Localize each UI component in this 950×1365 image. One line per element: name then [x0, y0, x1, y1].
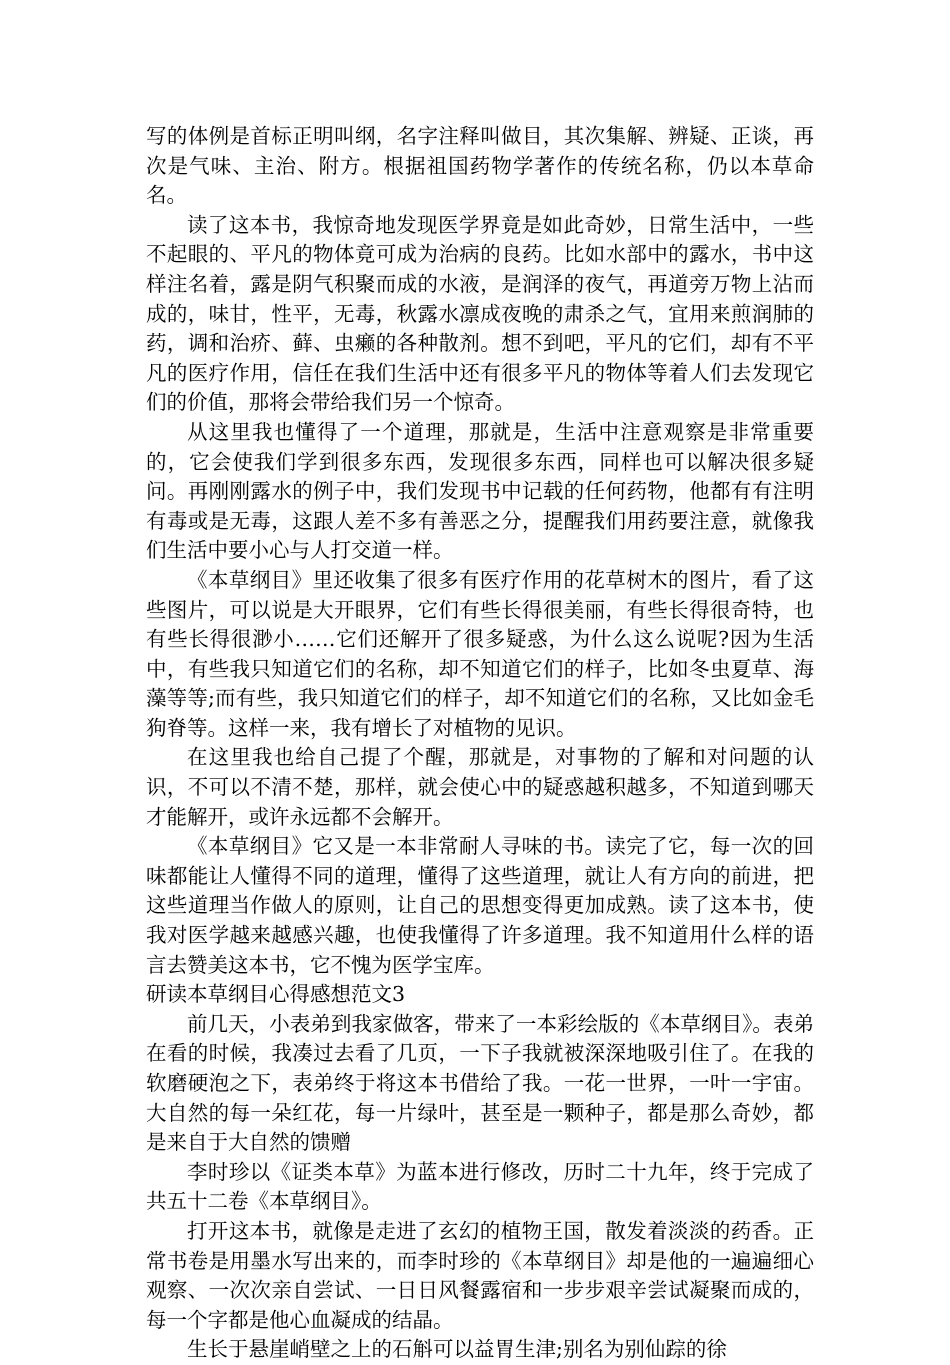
paragraph-10: 生长于悬崖峭壁之上的石斛可以益胃生津;别名为别仙踪的徐 — [187, 1337, 727, 1362]
paragraph-6: 《本草纲目》它又是一本非常耐人寻味的书。读完了它，每一次的回味都能让人懂得不同的道理，懂得了这些道理，就让人有方向的前进，把这些道理当作做人的原则，让自己的思想变得更加成熟。读了这本书，使我对医学越来越感兴趣，也使我懂得了许多道理。我不知道用什么样的语言去赞美这本书，它不愧为医学宝库。 — [146, 834, 814, 977]
document-page — [146, 122, 814, 1365]
paragraph-4: 《本草纲目》里还收集了很多有医疗作用的花草树木的图片，看了这些图片，可以说是大开眼界，它们有些长得很美丽，有些长得很奇特，也有些长得很渺小……它们还解开了很多疑惑，为什么这么说呢?因为生活中，有些我只知道它们的名称，却不知道它们的样子，比如冬虫夏草、海藻等等;而有些，我只知道它们的样子，却不知道它们的名称，又比如金毛狗脊等。这样一来，我有增长了对植物的见识。 — [146, 567, 814, 740]
paragraph-8: 李时珍以《证类本草》为蓝本进行修改，历时二十九年，终于完成了共五十二卷《本草纲目》。 — [146, 1159, 814, 1214]
section-heading: 研读本草纲目心得感想范文3 — [146, 982, 406, 1007]
paragraph-2: 读了这本书，我惊奇地发现医学界竟是如此奇妙，日常生活中，一些不起眼的、平凡的物体竟可成为治病的良药。比如水部中的露水，书中这样注名着，露是阴气积聚而成的水液，是润泽的夜气，再道旁万物上沾而成的，味甘，性平，无毒，秋露水凛成夜晚的肃杀之气，宜用来煎润肺的药，调和治疥、藓、虫癞的各种散剂。想不到吧，平凡的它们，却有不平凡的医疗作用，信任在我们生活中还有很多平凡的物体等着人们去发现它们的价值，那将会带给我们另一个惊奇。 — [146, 212, 814, 415]
paragraph-7: 前几天，小表弟到我家做客，带来了一本彩绘版的《本草纲目》。表弟在看的时候，我凑过去看了几页，一下子我就被深深地吸引住了。在我的软磨硬泡之下，表弟终于将这本书借给了我。一花一世界，一叶一宇宙。大自然的每一朵红花，每一片绿叶，甚至是一颗种子，都是那么奇妙，都是来自于大自然的馈赠 — [146, 1011, 814, 1155]
paragraph-3: 从这里我也懂得了一个道理，那就是，生活中注意观察是非常重要的，它会使我们学到很多东西，发现很多东西，同样也可以解决很多疑问。再刚刚露水的例子中，我们发现书中记载的任何药物，他都有有注明有毒或是无毒，这跟人差不多有善恶之分，提醒我们用药要注意，就像我们生活中要小心与人打交道一样。 — [146, 419, 814, 563]
paragraph-5: 在这里我也给自己提了个醒，那就是，对事物的了解和对问题的认识，不可以不清不楚，那样，就会使心中的疑惑越积越多，不知道到哪天才能解开，或许永远都不会解开。 — [146, 745, 814, 829]
paragraph-1: 写的体例是首标正明叫纲，名字注释叫做目，其次集解、辨疑、正谈，再次是气味、主治、附方。根据祖国药物学著作的传统名称，仍以本草命名。 — [146, 124, 814, 208]
paragraph-9: 打开这本书，就像是走进了玄幻的植物王国，散发着淡淡的药香。正常书卷是用墨水写出来的，而李时珍的《本草纲目》却是他的一遍遍细心观察、一次次亲自尝试、一日日风餐露宿和一步步艰辛尝试凝聚而成的，每一个字都是他心血凝成的结晶。 — [146, 1218, 814, 1332]
